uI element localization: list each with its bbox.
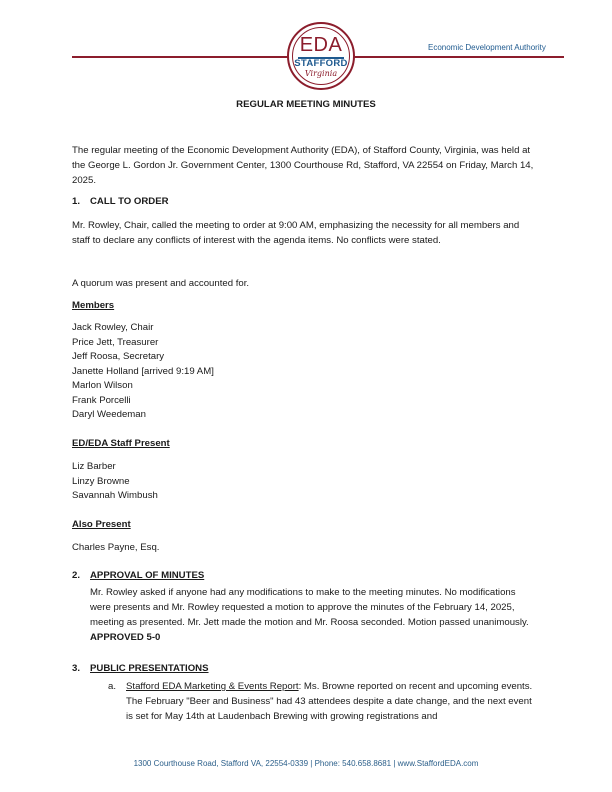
approval-text: Mr. Rowley asked if anyone had any modifications to make to the meeting minutes. No modifications were presents and Mr. Rowley requested a motion to approve the minutes of the February 14, 2025, meeting as presented. Mr. Jett made the motion and Mr. Roosa seconded. Motion passed unanimously. [90,587,529,628]
document-title: REGULAR MEETING MINUTES [236,99,376,110]
marketing-report-paragraph [126,679,534,724]
item-a-letter: a. [108,681,117,692]
marketing-report-title: Stafford EDA Marketing & Events Report [126,681,299,692]
logo-stafford-text: STAFFORD [294,58,348,69]
eda-logo [287,22,355,90]
list-item: Charles Payne, Esq. [72,542,160,553]
list-item: Marlon Wilson [72,380,133,391]
intro-paragraph: The regular meeting of the Economic Development Authority (EDA), of Stafford County, Virginia, was held at the George L. Gordon Jr. Government Center, 1300 Courthouse Rd, Stafford, VA 22554 on Friday, March 14, 2025. [72,145,534,186]
also-present-list [72,541,159,556]
section-3-heading: PUBLIC PRESENTATIONS [90,663,209,674]
members-heading: Members [72,300,115,311]
also-present-heading: Also Present [72,519,131,530]
list-item: Savannah Wimbush [72,490,158,501]
list-item: Daryl Weedeman [72,409,146,420]
section-2-number: 2. [72,570,81,581]
quorum-text: A quorum was present and accounted for. [72,278,250,289]
approval-result: APPROVED 5-0 [90,632,161,643]
section-3-number: 3. [72,663,81,674]
staff-heading: ED/EDA Staff Present [72,438,170,449]
org-name: Economic Development Authority [428,43,546,52]
section-2-heading: APPROVAL OF MINUTES [90,570,205,581]
staff-list [72,460,158,504]
section-1-heading: CALL TO ORDER [90,196,169,207]
section-1-number: 1. [72,196,81,207]
list-item: Jeff Roosa, Secretary [72,351,165,362]
page-footer: 1300 Courthouse Road, Stafford VA, 22554-0339 | Phone: 540.658.8681 | www.StaffordEDA.com [133,759,479,768]
logo-eda-text: EDA [299,34,343,56]
list-item: Price Jett, Treasurer [72,336,159,348]
members-list [72,321,214,423]
logo-virginia-text: Virginia [304,69,338,78]
marketing-report-text: : Ms. Browne reported on recent and upcoming events. The February "Beer and Business" had 43 attendees despite a date change, and the next event is set for May 14th at Laudenbach Brewing with growing registrations and [126,681,533,722]
list-item: Linzy Browne [72,475,130,487]
list-item: Frank Porcelli [72,394,131,406]
list-item: Jack Rowley, Chair [72,322,154,333]
list-item: Janette Holland [arrived 9:19 AM] [72,365,214,377]
list-item: Liz Barber [72,461,116,472]
call-to-order-text: Mr. Rowley, Chair, called the meeting to order at 9:00 AM, emphasizing the necessity for all members and staff to declare any conflicts of interest with the agenda items. No conflicts were stated. [72,220,520,246]
approval-paragraph [90,585,534,645]
